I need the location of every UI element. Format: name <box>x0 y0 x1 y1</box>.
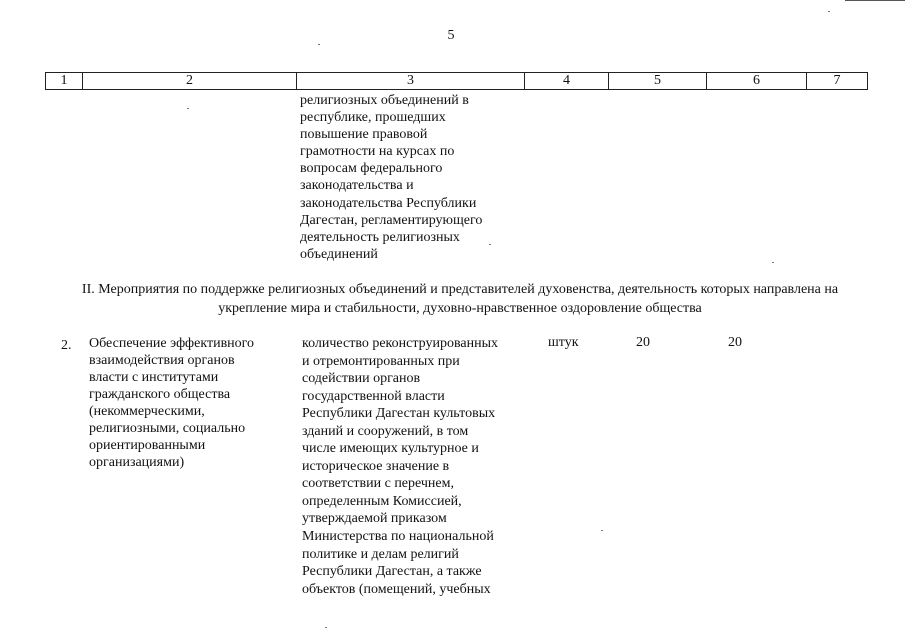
scan-speck <box>601 530 603 531</box>
measure-description: Обеспечение эффективного взаимодействия органов власти с институтами гражданского общества (некоммерческими, религиозными, социально ориентированными организациями) <box>89 336 255 470</box>
header-cell-1: 1 <box>46 73 83 90</box>
header-cell-5: 5 <box>609 73 707 90</box>
continued-indicator-text: религиозных объединений в республике, прошедших повышение правовой грамотности на курсах по вопросам федерального законодательства и законодательства Республики Дагестан, регламентирующего деятельность религиозных объединений <box>300 93 483 262</box>
indicator-description: количество реконструированных и отремонтированных при содействии органов государственной власти Республики Дагестан культовых зданий и сооружений, в том числе имеющих культурное и историческое значение в соответствии с перечнем, определенным Комиссией, утверждаемой приказом Министерства по национальной политике и делам религий Республики Дагестан, а также объектов (помещений, учебных <box>302 336 498 597</box>
scan-speck <box>772 262 774 263</box>
scan-speck <box>828 11 830 12</box>
scan-speck <box>318 44 320 45</box>
header-cell-3: 3 <box>297 73 525 90</box>
value-column-6: 20 <box>728 335 742 350</box>
scan-speck <box>187 108 189 109</box>
header-cell-6: 6 <box>707 73 807 90</box>
section-heading: II. Мероприятия по поддержке религиозных объединений и представителей духовенства, деятельность которых направлена на укрепление мира и стабильности, духовно-нравственное оздоровление общества <box>81 282 839 316</box>
page-number: 5 <box>447 28 455 43</box>
scan-speck <box>325 627 327 628</box>
scan-speck <box>489 244 491 245</box>
unit-of-measure: штук <box>548 335 579 350</box>
header-row <box>46 73 868 90</box>
value-column-5: 20 <box>636 335 650 350</box>
header-cell-4: 4 <box>525 73 609 90</box>
row-number: 2. <box>61 338 72 353</box>
scan-edge-line <box>845 0 905 1</box>
header-cell-7: 7 <box>807 73 868 90</box>
header-cell-2: 2 <box>83 73 297 90</box>
column-number-header <box>45 72 868 90</box>
